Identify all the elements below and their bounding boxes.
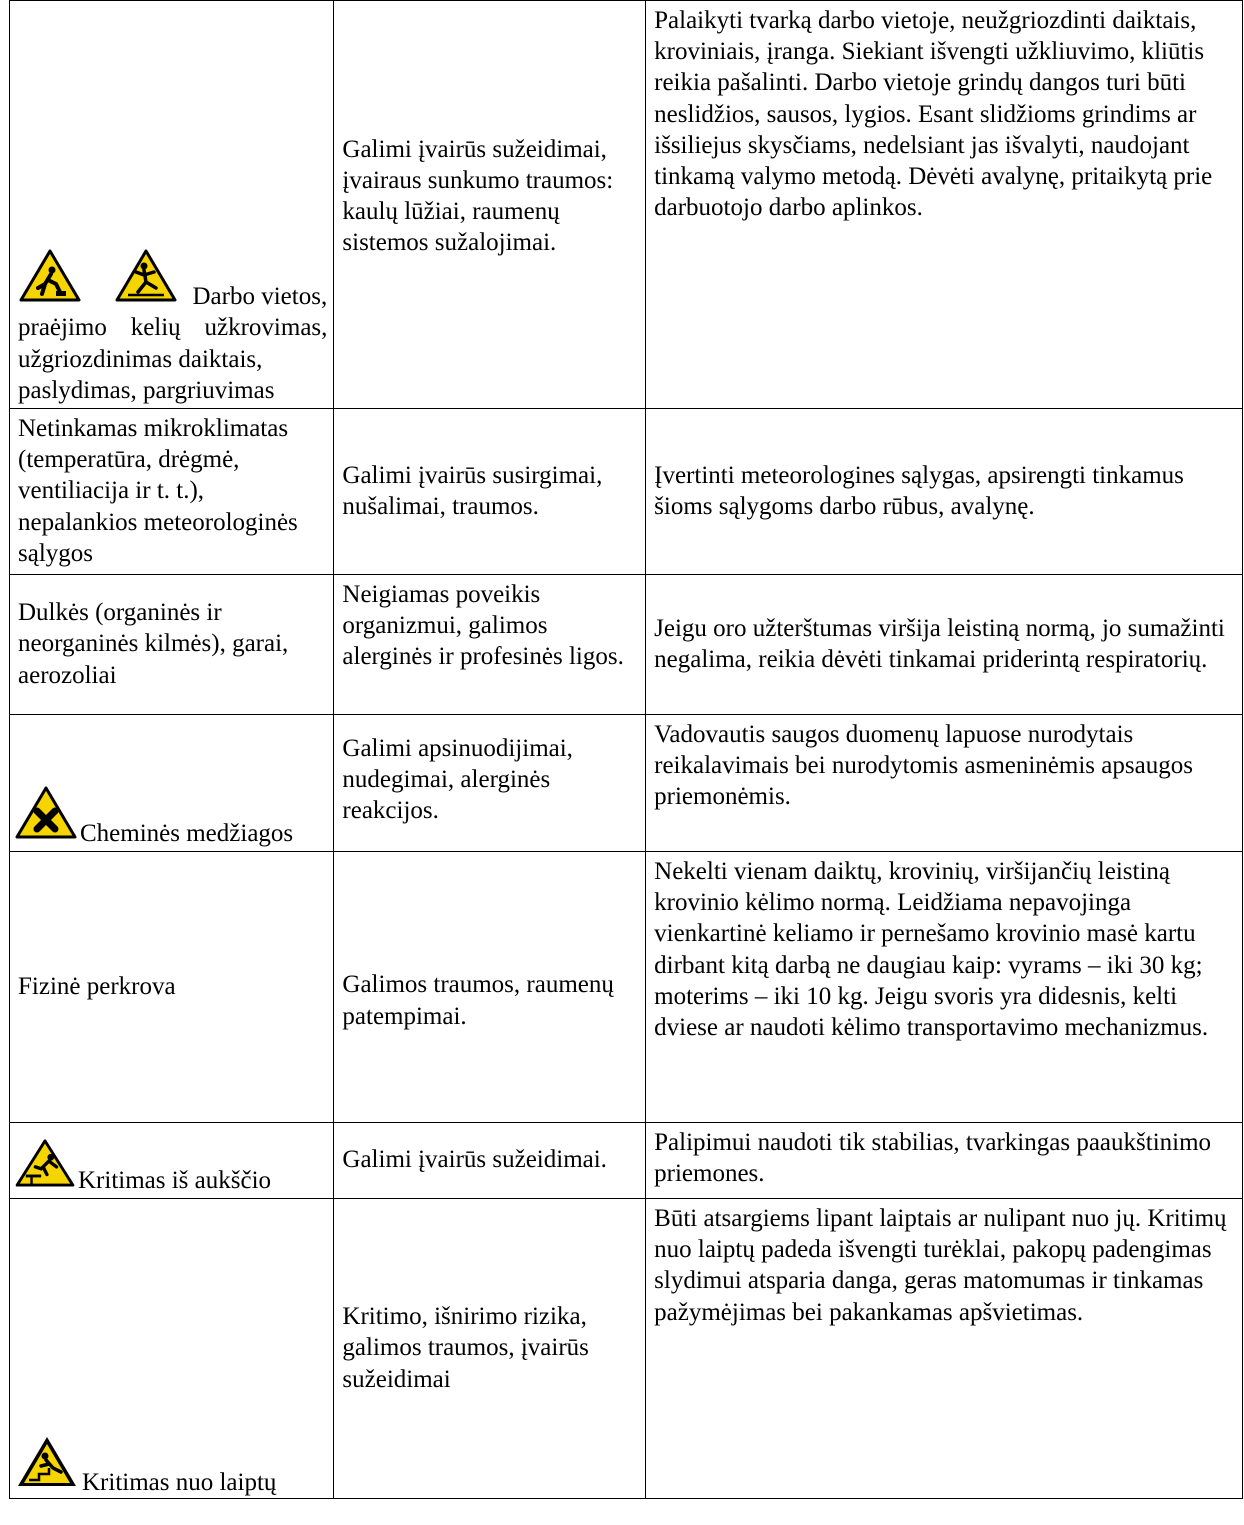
table-row bbox=[10, 715, 1243, 852]
measure-text: Palipimui naudoti tik stabilias, tvarkingas paaukštinimo priemones. bbox=[654, 1129, 1212, 1188]
measure-text: Palaikyti tvarką darbo vietoje, neužgriozdinti daiktais, kroviniais, įranga. Siekiant išvengti užkliuvimo, kliūtis reikia pašalinti. Darbo vietoje grindų dangos turi būti neslidžios, sausos, lygios. Esant slidžioms grindims ar išsiliejus skysčiams, nedelsiant jas išvalyti, naudojant tinkamą valymo metodą. Dėvėti avalynę, pritaikytą prie darbuotojo darbo aplinkos. bbox=[654, 7, 1213, 222]
consequence-text: Kritimo, išnirimo rizika, galimos traumos, įvairūs sužeidimai bbox=[342, 1303, 589, 1393]
slip-hazard-icon bbox=[114, 248, 178, 312]
measure-text: Įvertinti meteorologines sąlygas, apsirengti tinkamus šioms sąlygoms darbo rūbus, avalynę. bbox=[654, 461, 1184, 520]
table-row bbox=[10, 1, 1243, 409]
measure-text: Jeigu oro užterštumas viršija leistiną normą, jo sumažinti negalima, reikia dėvėti tinkamai priderintą respiratorių. bbox=[654, 614, 1225, 674]
measure-cell bbox=[646, 1123, 1243, 1199]
table-row bbox=[10, 409, 1243, 575]
table-row bbox=[10, 575, 1243, 715]
consequence-cell bbox=[334, 715, 646, 852]
measure-text: Vadovautis saugos duomenų lapuose nurodytais reikalavimais bei nurodytomis asmeninėmis apsaugos priemonėmis. bbox=[654, 721, 1193, 811]
risk-table bbox=[9, 0, 1243, 1499]
fall-down-stairs-icon bbox=[14, 1434, 80, 1498]
table-row bbox=[10, 852, 1243, 1123]
risk-text-line-3: užgriozdinimas daiktais, bbox=[18, 345, 263, 373]
consequence-text: Galimi įvairūs sužeidimai. bbox=[342, 1146, 607, 1174]
risk-cell bbox=[10, 1, 334, 409]
risk-text-line-4: paslydimas, pargriuvimas bbox=[18, 376, 275, 404]
measure-text: Nekelti vienam daiktų, krovinių, viršijančių leistiną krovinio kėlimo normą. Leidžiama nepavojinga vienkartinė keliamo ir pernešamo krovinio masė kartu dirbant kitą darbą ne daugiau kaip: vyrams – iki 30 kg; moterims – iki 10 kg. Jeigu svoris yra didesnis, kelti dviese ar naudoti kėlimo transportavimo mechanizmus. bbox=[654, 858, 1209, 1042]
risk-cell bbox=[10, 409, 334, 575]
risk-text: Netinkamas mikroklimatas (temperatūra, drėgmė, ventiliacija ir t. t.), nepalankios meteorologinės sąlygos bbox=[18, 415, 298, 567]
measure-cell bbox=[646, 715, 1243, 852]
measure-cell bbox=[646, 575, 1243, 715]
consequence-text: Galimi įvairūs sužeidimai, įvairaus sunkumo traumos: kaulų lūžiai, raumenų sistemos sužalojimai. bbox=[342, 135, 614, 257]
risk-cell bbox=[10, 852, 334, 1123]
risk-cell bbox=[10, 1123, 334, 1199]
consequence-cell bbox=[334, 852, 646, 1123]
consequence-cell bbox=[334, 1199, 646, 1499]
table-row bbox=[10, 1199, 1243, 1499]
risk-cell bbox=[10, 575, 334, 715]
consequence-text: Galimi apsinuodijimai, nudegimai, alerginės reakcijos. bbox=[342, 735, 573, 825]
measure-text: Būti atsargiems lipant laiptais ar nulipant nuo jų. Kritimų nuo laiptų padeda išvengti turėklai, pakopų padengimas slydimui atsparia danga, geras matomumas ir tinkamas pažymėjimas bei pakankamas apšvietimas. bbox=[654, 1205, 1227, 1326]
risk-cell bbox=[10, 715, 334, 852]
risk-cell bbox=[10, 1199, 334, 1499]
consequence-cell bbox=[334, 1, 646, 409]
risk-text: Dulkės (organinės ir neorganinės kilmės), garai, aerozoliai bbox=[18, 599, 289, 689]
consequence-cell bbox=[334, 1123, 646, 1199]
risk-text: Fizinė perkrova bbox=[18, 972, 176, 1000]
measure-cell bbox=[646, 852, 1243, 1123]
consequence-cell bbox=[334, 575, 646, 715]
risk-text: Kritimas iš aukščio bbox=[78, 1166, 272, 1194]
risk-text-line-1: Darbo vietos, bbox=[192, 283, 328, 311]
trip-hazard-icon bbox=[18, 248, 82, 312]
consequence-text: Galimi įvairūs susirgimai, nušalimai, traumos. bbox=[342, 461, 603, 520]
measure-cell bbox=[646, 1199, 1243, 1499]
consequence-text: Galimos traumos, raumenų patempimai. bbox=[342, 971, 614, 1030]
risk-text: Cheminės medžiagos bbox=[80, 819, 294, 847]
fall-from-height-icon bbox=[14, 1138, 76, 1196]
measure-cell bbox=[646, 409, 1243, 575]
risk-text-line-2: praėjimo kelių užkrovimas, bbox=[18, 314, 328, 342]
measure-cell bbox=[646, 1, 1243, 409]
risk-text: Kritimas nuo laiptų bbox=[82, 1468, 277, 1496]
harmful-substance-icon bbox=[14, 785, 78, 849]
table-row bbox=[10, 1123, 1243, 1199]
consequence-cell bbox=[334, 409, 646, 575]
consequence-text: Neigiamas poveikis organizmui, galimos alerginės ir profesinės ligos. bbox=[342, 581, 624, 671]
